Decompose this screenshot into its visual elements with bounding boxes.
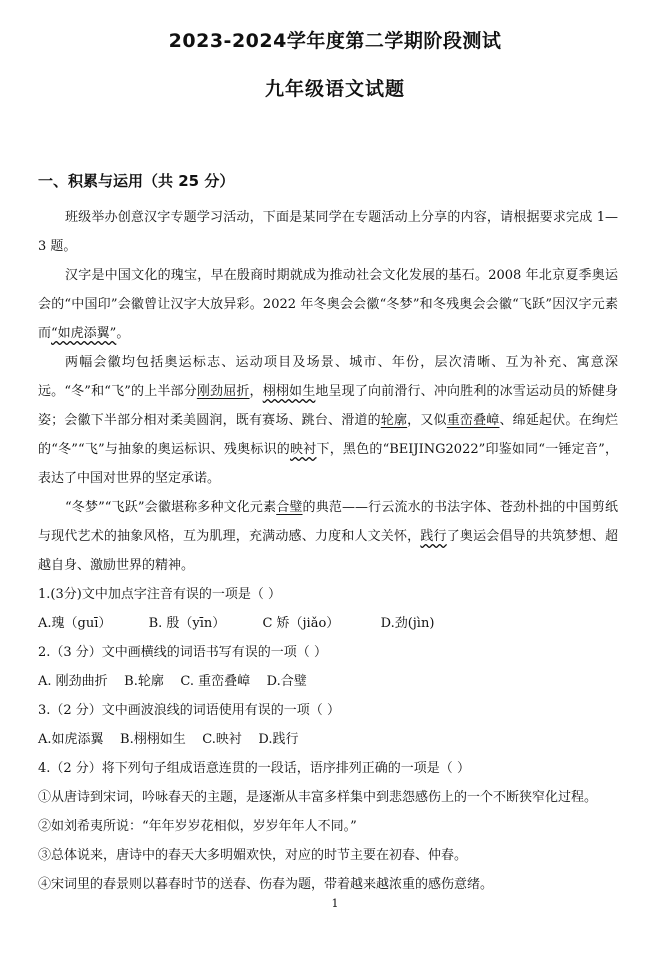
sentence-1: ①从唐诗到宋词，吟咏春天的主题，是逐渐从丰富多样集中到悲怨感伤上的一个不断狭窄化过程。 (38, 790, 598, 805)
sentence-2: ②如刘希夷所说：“年年岁岁花相似，岁岁年年人不同。” (38, 819, 357, 834)
underlined-term: 重峦叠嶂 (446, 413, 500, 428)
intro-paragraph: 班级举办创意汉字专题学习活动，下面是某同学在专题活动上分享的内容，请根据要求完成 1—3 题。 (38, 210, 618, 254)
wavy-underlined-term: 栩栩如生 (262, 384, 316, 399)
wavy-underlined-term: 践行 (420, 529, 447, 544)
underlined-term: 刚劲屈折 (196, 384, 250, 399)
question-1-options: A.瑰（guī） B. 殷（yīn） C 矫（jiǎo） D.劲(jìn) (38, 616, 435, 631)
section-heading: 一、积累与运用（共 25 分） (38, 172, 235, 190)
sentence-4: ④宋词里的春景则以暮春时节的送春、伤春为题，带着越来越浓重的感伤意绪。 (38, 877, 494, 892)
section-body (38, 203, 618, 899)
underlined-term: 轮廓 (380, 413, 408, 428)
question-1: 1.(3分)文中加点字注音有误的一项是（ ） (38, 587, 281, 602)
question-2: 2.（3 分）文中画横线的词语书写有误的一项（ ） (38, 645, 327, 660)
passage-paragraph-3: “冬梦”“飞跃”会徽堪称多种文化元素合璧的典范——行云流水的书法字体、苍劲朴拙的中国剪纸与现代艺术的抽象风格，互为肌理，充满动感、力度和人文关怀，践行了奥运会倡导的共筑梦想、超越自身、激励世界的精神。 (38, 500, 618, 573)
page-number: 1 (331, 897, 339, 910)
passage-paragraph-1: 汉字是中国文化的瑰宝，早在殷商时期就成为推动社会文化发展的基石。2008 年北京夏季奥运会的“中国印”会徽曾让汉字大放异彩。2022 年冬奥会会徽“冬梦”和冬残奥会会徽“飞跃”因汉字元素而“如虎添翼”。 (38, 268, 618, 341)
underlined-term: 合璧 (276, 500, 303, 515)
wavy-underlined-term: 映衬 (290, 442, 317, 457)
question-2-options: A. 刚劲曲折 B.轮廓 C. 重峦叠嶂 D.合璧 (38, 674, 307, 689)
question-4: 4.（2 分）将下列句子组成语意连贯的一段话，语序排列正确的一项是（ ） (38, 761, 470, 776)
question-3: 3.（2 分）文中画波浪线的词语使用有误的一项（ ） (38, 703, 340, 718)
exam-subtitle: 九年级语文试题 (264, 78, 405, 100)
passage-paragraph-2: 两幅会徽均包括奥运标志、运动项目及场景、城市、年份，层次清晰、互为补充、寓意深远。“冬”和“飞”的上半部分刚劲屈折，栩栩如生地呈现了向前滑行、冲向胜利的冰雪运动员的矫健身姿；会徽下半部分相对柔美圆润，既有赛场、跳台、滑道的轮廓，又似重峦叠嶂、绵延起伏。在绚烂的“冬”“飞”与抽象的奥运标识、残奥标识的映衬下，黑色的“BEIJING2022”印鉴如同“一锤定音”，表达了中国对世界的坚定承诺。 (38, 355, 618, 486)
wavy-underlined-term: “如虎添翼” (51, 326, 117, 341)
sentence-3: ③总体说来，唐诗中的春天大多明媚欢快，对应的时节主要在初春、仲春。 (38, 848, 468, 863)
question-3-options: A.如虎添翼 B.栩栩如生 C.映衬 D.践行 (38, 732, 299, 747)
exam-title: 2023-2024学年度第二学期阶段测试 (168, 30, 502, 52)
